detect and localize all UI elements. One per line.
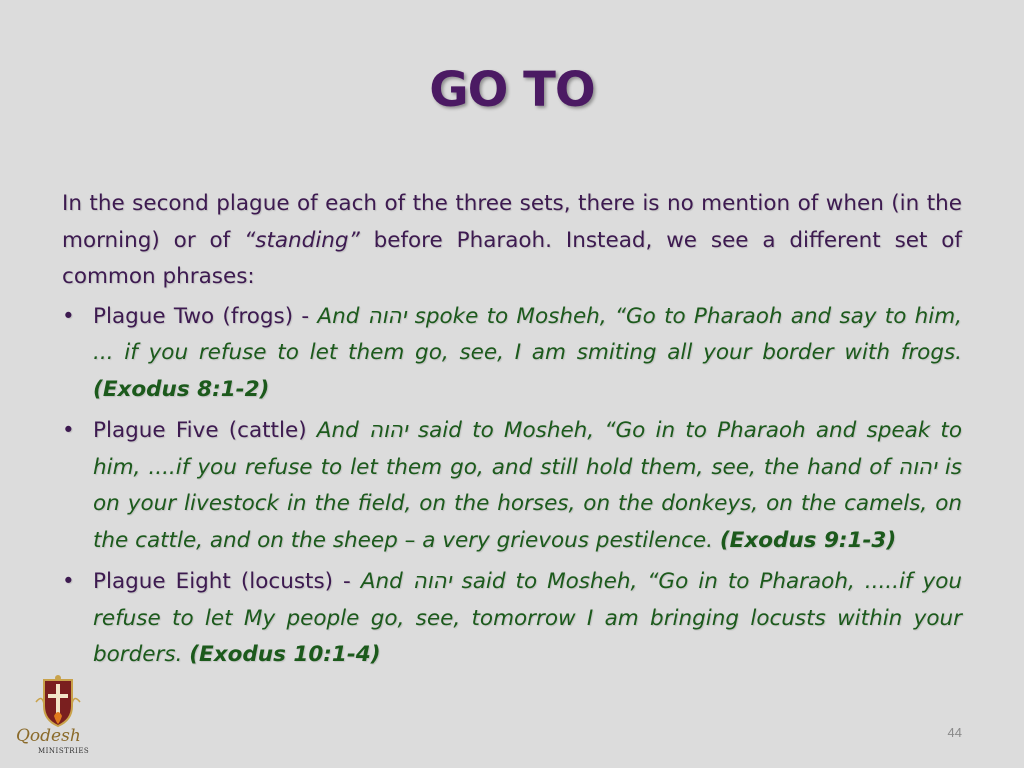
list-item-plague-eight [62,564,962,674]
plague-label: Plague Five (cattle) [93,418,317,443]
scripture-reference: (Exodus 9:1-3) [719,527,897,553]
list-item-plague-two [62,299,962,409]
intro-text-part2: before Pharaoh. Instead, we see a different set of common phrases: [62,227,962,289]
plague-list [62,299,962,674]
scripture-quote: And יהוה spoke to Mosheh, “Go to Pharaoh and say to him, ... if you refuse to let them go, see, I am smiting all your border with frogs. [93,303,962,365]
logo-subtitle: MINISTRIES [38,747,90,755]
scripture-quote: And יהוה said to Mosheh, “Go in to Pharaoh, .....if you refuse to let My people go, see, tomorrow I am bringing locusts within your borders. [93,569,962,667]
page-number: 44 [947,725,962,740]
slide-body [62,186,962,679]
intro-paragraph [62,186,962,296]
plague-label: Plague Two (frogs) - [93,303,318,329]
intro-text-part1: In the second plague of each of the three sets, there is no mention of when (in the morning) or of [62,191,962,253]
bullet-marker: • [62,569,75,594]
list-item-plague-five [62,413,962,559]
scripture-reference: (Exodus 8:1-2) [93,376,270,402]
scripture-quote: And יהוה said to Mosheh, “Go in to Pharaoh and speak to him, ....if you refuse to let them go, and still hold them, see, the hand of יהוה is on your livestock in the field, on the horses, on the donkeys, on the camels, on the cattle, and on the sheep – a very grievous pestilence. [93,418,962,553]
plague-label: Plague Eight (locusts) - [93,569,361,594]
scripture-reference: (Exodus 10:1-4) [189,642,381,667]
slide-title: GO TO [429,62,595,118]
logo-name: Qodesh [16,726,81,746]
bullet-marker: • [62,303,75,329]
intro-emphasis: “standing” [244,227,360,253]
bullet-marker: • [62,418,75,443]
